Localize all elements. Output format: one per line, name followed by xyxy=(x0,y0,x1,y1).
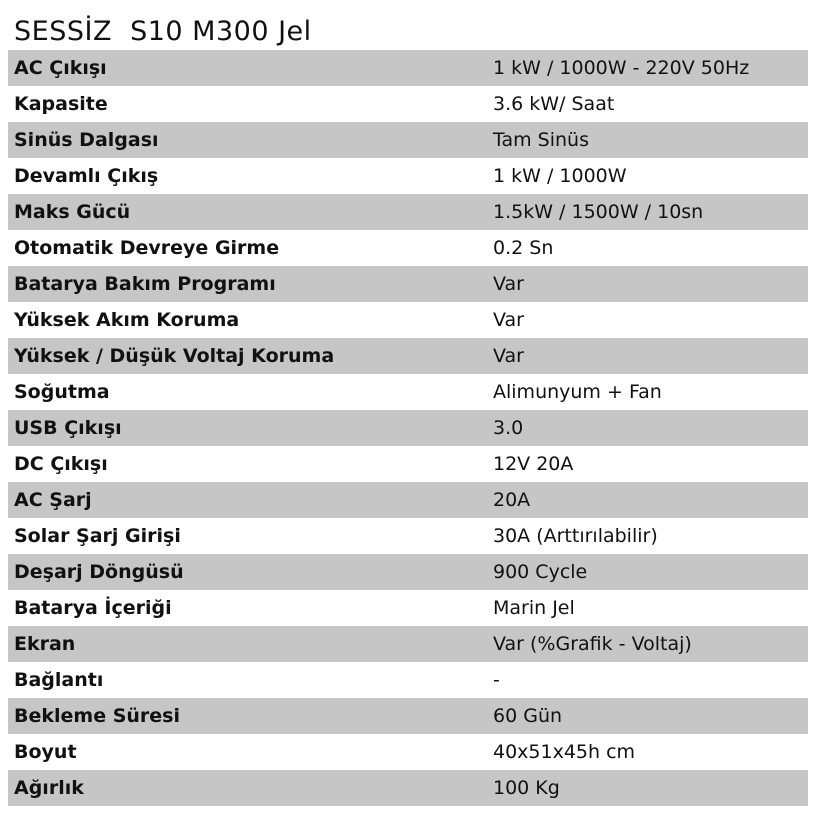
spec-table xyxy=(8,50,808,806)
spec-value: Var xyxy=(493,273,524,295)
spec-label: Kapasite xyxy=(14,93,108,115)
table-row xyxy=(8,410,808,446)
spec-label: Sinüs Dalgası xyxy=(14,129,159,151)
table-row xyxy=(8,194,808,230)
spec-value: 0.2 Sn xyxy=(493,237,554,259)
spec-value: 1 kW / 1000W xyxy=(493,165,627,187)
spec-label: Maks Gücü xyxy=(14,201,131,223)
spec-value: 1 kW / 1000W - 220V 50Hz xyxy=(493,57,750,79)
table-row xyxy=(8,338,808,374)
spec-label: Otomatik Devreye Girme xyxy=(14,237,280,259)
spec-label: AC Çıkışı xyxy=(14,57,107,79)
spec-value: Marin Jel xyxy=(493,597,575,619)
table-row xyxy=(8,302,808,338)
spec-value: 30A (Arttırılabilir) xyxy=(493,525,658,547)
table-row xyxy=(8,86,808,122)
spec-label: AC Şarj xyxy=(14,489,92,511)
table-row xyxy=(8,626,808,662)
page-title: SESSİZ S10 M300 Jel xyxy=(14,16,312,47)
spec-value: 1.5kW / 1500W / 10sn xyxy=(493,201,704,223)
spec-label: Devamlı Çıkış xyxy=(14,165,159,187)
spec-value: 3.6 kW/ Saat xyxy=(493,93,615,115)
spec-label: Solar Şarj Girişi xyxy=(14,525,181,547)
spec-value: Alimunyum + Fan xyxy=(493,381,662,403)
spec-label: Soğutma xyxy=(14,381,110,403)
spec-label: Ekran xyxy=(14,633,76,655)
table-row xyxy=(8,662,808,698)
spec-label: Bekleme Süresi xyxy=(14,705,180,727)
table-row xyxy=(8,734,808,770)
spec-value: 900 Cycle xyxy=(493,561,588,583)
spec-value: 40x51x45h cm xyxy=(493,741,636,763)
spec-value: Var xyxy=(493,345,524,367)
spec-value: Tam Sinüs xyxy=(493,129,589,151)
spec-label: Batarya Bakım Programı xyxy=(14,273,276,295)
table-row xyxy=(8,698,808,734)
spec-value: 100 Kg xyxy=(493,777,560,799)
spec-label: Bağlantı xyxy=(14,669,104,691)
table-row xyxy=(8,482,808,518)
spec-value: 60 Gün xyxy=(493,705,563,727)
table-row xyxy=(8,518,808,554)
table-row xyxy=(8,374,808,410)
spec-value: 3.0 xyxy=(493,417,524,439)
spec-label: Yüksek / Düşük Voltaj Koruma xyxy=(14,345,335,367)
spec-value: Var xyxy=(493,309,524,331)
table-row xyxy=(8,554,808,590)
spec-label: USB Çıkışı xyxy=(14,417,122,439)
spec-label: Boyut xyxy=(14,741,77,763)
spec-label: Batarya İçeriği xyxy=(14,597,172,619)
spec-label: Ağırlık xyxy=(14,777,84,799)
table-row xyxy=(8,590,808,626)
table-row xyxy=(8,446,808,482)
table-row xyxy=(8,50,808,86)
spec-value: - xyxy=(493,669,500,691)
table-row xyxy=(8,770,808,806)
spec-label: DC Çıkışı xyxy=(14,453,108,475)
spec-label: Deşarj Döngüsü xyxy=(14,561,184,583)
spec-label: Yüksek Akım Koruma xyxy=(14,309,240,331)
table-row xyxy=(8,158,808,194)
table-row xyxy=(8,230,808,266)
spec-value: 20A xyxy=(493,489,531,511)
table-row xyxy=(8,122,808,158)
table-row xyxy=(8,266,808,302)
spec-value: Var (%Grafik - Voltaj) xyxy=(493,633,692,655)
spec-value: 12V 20A xyxy=(493,453,574,475)
